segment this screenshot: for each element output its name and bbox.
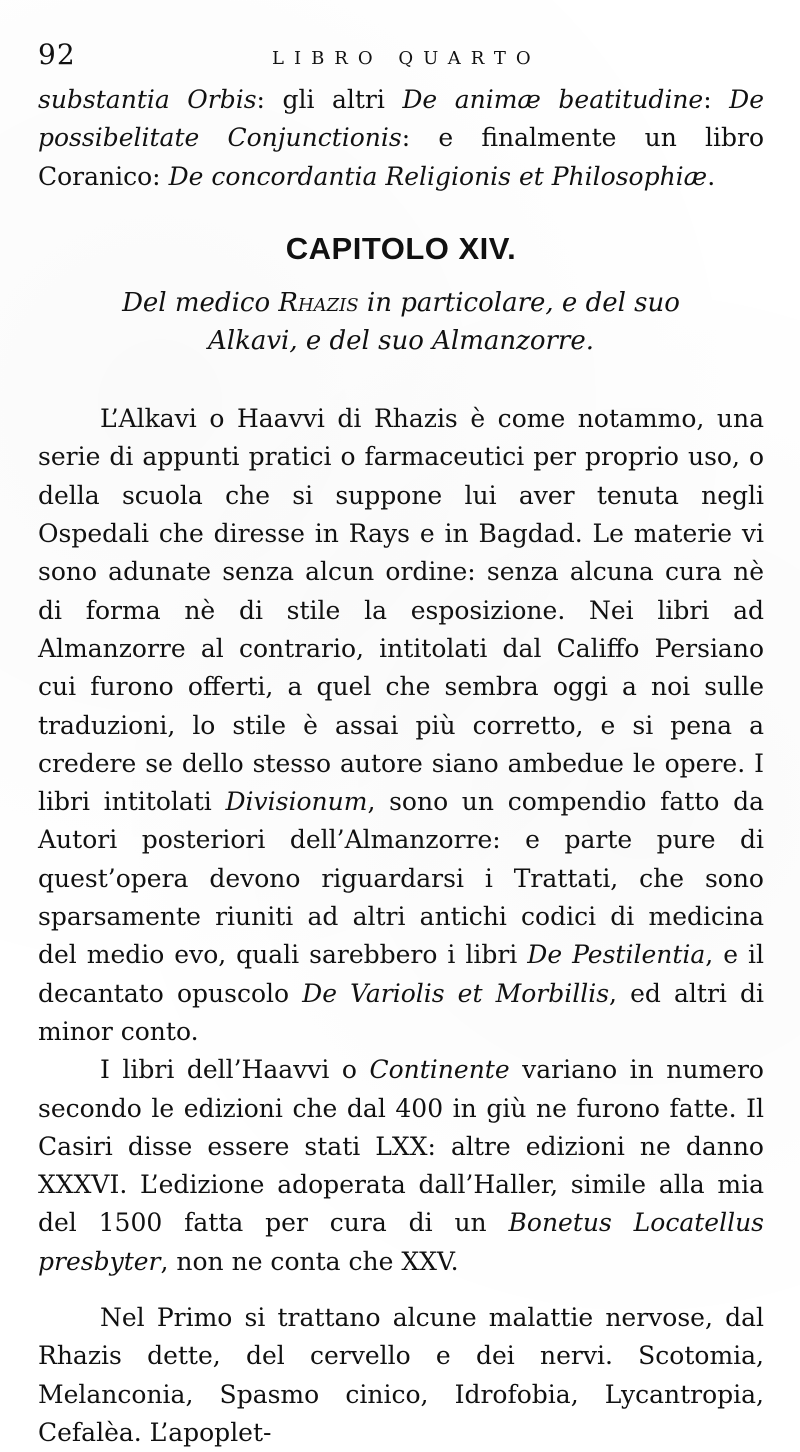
page-header xyxy=(38,38,764,71)
page-number: 92 xyxy=(38,38,76,71)
text-segment: De Pestilentia xyxy=(527,940,706,970)
text-segment: . xyxy=(707,161,716,191)
paragraph-3 xyxy=(38,1299,764,1452)
text-segment: , e il decantato opuscolo xyxy=(38,940,764,1008)
text-segment: : xyxy=(703,85,730,114)
body-text xyxy=(38,81,764,1452)
text-segment: , ed altri di minor conto. xyxy=(38,978,764,1046)
text-segment: L’Alkavi o Haavvi di Rhazis è come notammo, una serie di appunti pratici o farmaceutici per proprio uso, o della scuola che si suppone lui aver tenuta negli Ospedali che diresse in Rays e in Bagdad. Le materie vi sono adunate senza alcun ordine: senza alcuna cura nè di forma nè di stile la esposizione. Nei libri ad Almanzorre al contrario, intitolati dal Califfo Persiano cui furono offerti, a quel che sembra oggi a noi sulle traduzioni, lo stile è assai più corretto, e si pena a credere se dello stesso autore siano ambedue le opere. I libri intitolati xyxy=(38,404,764,817)
text-segment: , non ne conta che XXV. xyxy=(160,1246,459,1276)
text-segment: Nel Primo si trattano alcune malattie nervose, dal Rhazis dette, del cervello e dei nervi. Scotomia, Melanconia, Spasmo cinico, Idrofobia, Lycantropia, Cefalèa. L’apoplet- xyxy=(38,1303,764,1447)
subtitle-line-2: Alkavi, e del suo Almanzorre. xyxy=(207,326,594,357)
running-head: LIBRO QUARTO xyxy=(272,48,541,69)
text-segment: De Variolis et Morbillis xyxy=(302,978,610,1008)
text-segment: Continente xyxy=(369,1055,510,1085)
chapter-title: CAPITOLO XIV. xyxy=(285,230,517,266)
chapter-subtitle xyxy=(38,284,764,360)
text-segment: : gli altri xyxy=(256,85,403,114)
text-segment: : e finalmente un libro Coranico: xyxy=(38,123,764,191)
continuation-paragraph xyxy=(38,81,764,196)
paragraph-2 xyxy=(38,1051,764,1281)
subtitle-name: Rhazis xyxy=(278,288,359,319)
text-segment: I libri dell’Haavvi o xyxy=(100,1055,370,1085)
text-segment: De animæ beatitudine xyxy=(402,85,704,114)
text-segment: variano in numero secondo le edizioni che dal 400 in giù ne furono fatte. Il Casiri disse essere stati LXX: altre edizioni ne danno XXXVI. L’edizione adoperata dall’Haller, simile alla mia del 1500 fatta per cura di un xyxy=(38,1055,764,1238)
text-segment: Bonetus Locatellus presbyter xyxy=(38,1208,764,1276)
text-segment: Divisionum xyxy=(225,787,368,817)
paragraph-gap xyxy=(38,1281,764,1299)
text-segment: De possibelitate Conjunctionis xyxy=(38,85,764,153)
subtitle-segment: Del medico xyxy=(122,288,279,319)
subtitle-segment: in particolare, e del suo xyxy=(358,288,680,319)
paragraph-1 xyxy=(38,400,764,1051)
text-segment: , sono un compendio fatto da Autori posteriori dell’Almanzorre: e parte pure di quest’opera devono riguardarsi i Trattati, che sono sparsamente riuniti ad altri antichi codici di medicina del medio evo, quali sarebbero i libri xyxy=(38,787,764,970)
text-segment: De concordantia Religionis et Philosophiæ xyxy=(168,161,708,191)
text-segment: substantia Orbis xyxy=(38,85,257,114)
